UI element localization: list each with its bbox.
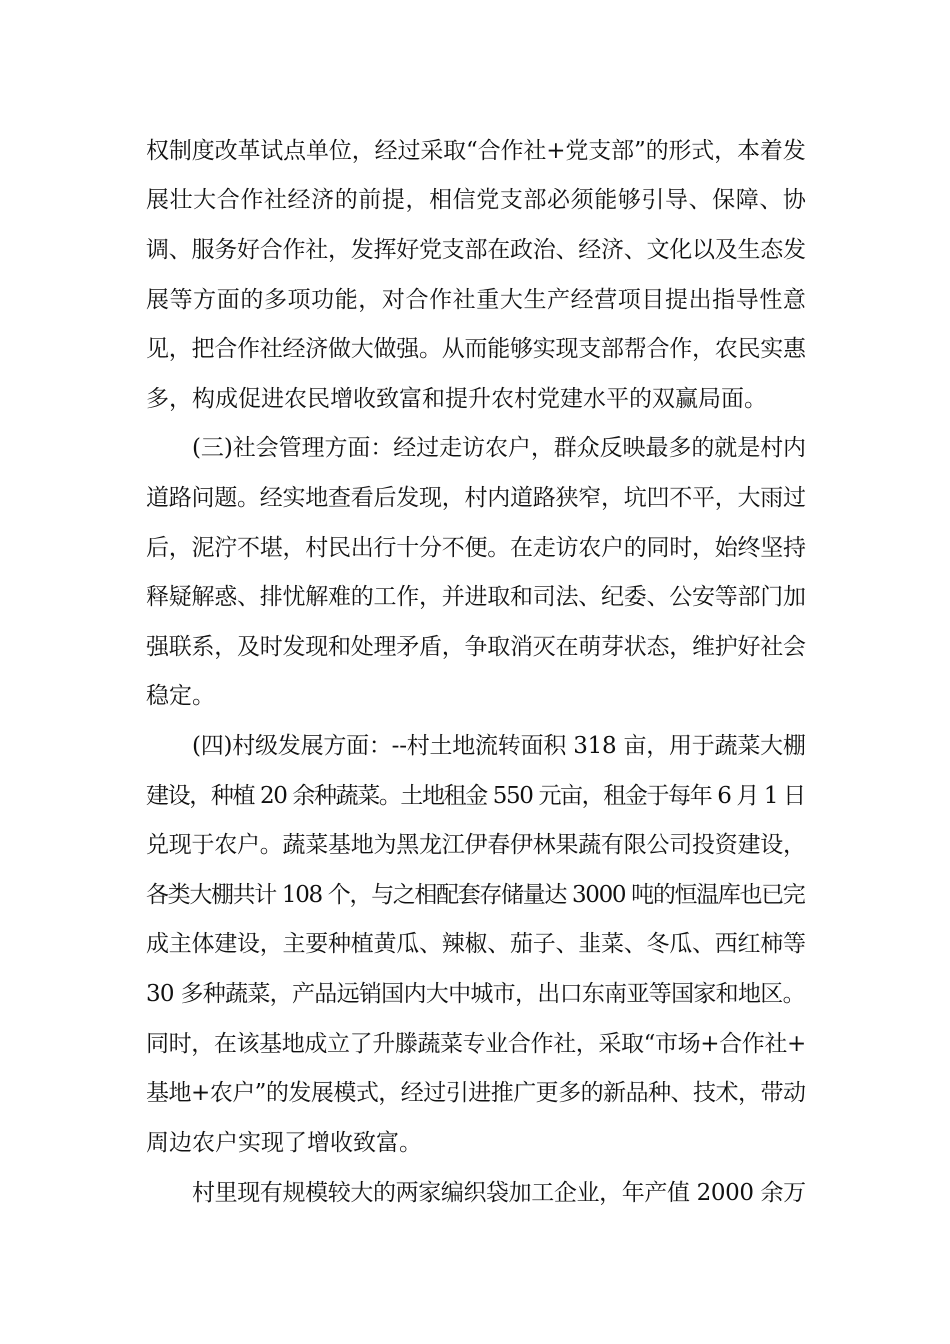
text-line: 成主体建设，主要种植黄瓜、辣椒、茄子、韭菜、冬瓜、西红柿等 (146, 931, 806, 957)
text-line: 多，构成促进农民增收致富和提升农村党建水平的双赢局面。 (146, 386, 767, 412)
text-line: 展等方面的多项功能，对合作社重大生产经营项目提出指导性意 (146, 287, 807, 313)
paragraph-first-line: (三)社会管理方面：经过走访农户，群众反映最多的就是村内 (192, 435, 806, 461)
text-line: 同时，在该基地成立了升滕蔬菜专业合作社，采取“市场+合作社+ (146, 1031, 806, 1057)
text-line: 调、服务好合作社，发挥好党支部在政治、经济、文化以及生态发 (146, 237, 806, 263)
text-line: 30 多种蔬菜，产品远销国内大中城市，出口东南亚等国家和地区。 (146, 981, 805, 1007)
paragraph-first-line: 村里现有规模较大的两家编织袋加工企业，年产值 2000 余万 (192, 1180, 806, 1206)
text-line: 建设，种植 20 余种蔬菜。土地租金 550 元亩，租金于每年 6 月 1 日 (146, 783, 805, 809)
text-line: 见，把合作社经济做大做强。从而能够实现支部帮合作，农民实惠 (146, 336, 806, 362)
text-line: 权制度改革试点单位，经过采取“合作社+党支部”的形式，本着发 (146, 138, 806, 164)
text-line: 展壮大合作社经济的前提，相信党支部必须能够引导、保障、协 (146, 187, 807, 213)
text-line: 道路问题。经实地查看后发现，村内道路狭窄，坑凹不平，大雨过 (146, 485, 806, 511)
text-line: 稳定。 (146, 683, 215, 709)
text-line: 各类大棚共计 108 个，与之相配套存储量达 3000 吨的恒温库也已完 (146, 882, 805, 908)
text-line: 强联系，及时发现和处理矛盾，争取消灭在萌芽状态，维护好社会 (146, 634, 806, 660)
text-line: 基地+农户”的发展模式，经过引进推广更多的新品种、技术，带动 (146, 1080, 806, 1106)
text-line: 周边农户实现了增收致富。 (146, 1130, 422, 1156)
text-line: 释疑解惑、排忧解难的工作，并进取和司法、纪委、公安等部门加 (146, 584, 806, 610)
text-line: 兑现于农户。蔬菜基地为黑龙江伊春伊林果蔬有限公司投资建设， (146, 832, 806, 858)
text-line: 后，泥泞不堪，村民出行十分不便。在走访农户的同时，始终坚持 (146, 535, 806, 561)
paragraph-first-line: (四)村级发展方面：--村土地流转面积 318 亩，用于蔬菜大棚 (192, 733, 806, 759)
